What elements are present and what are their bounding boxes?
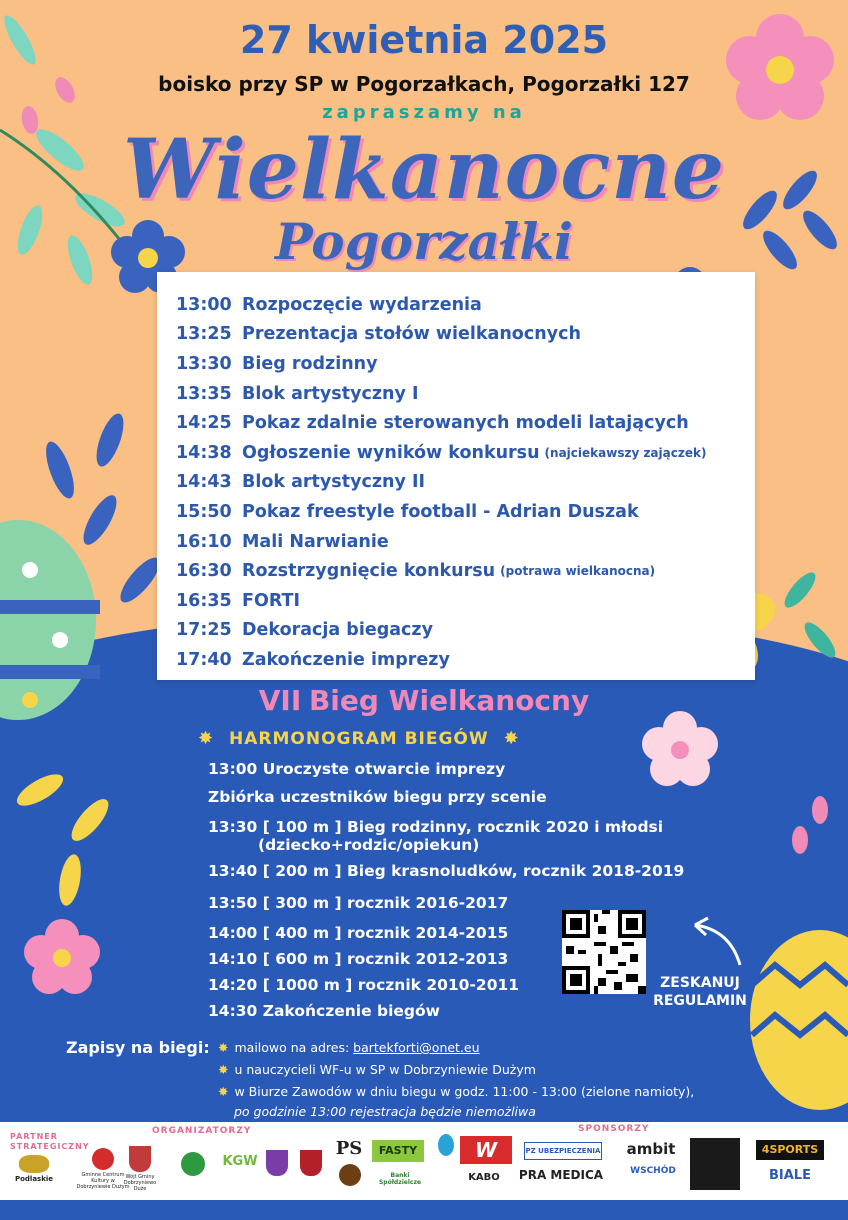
schedule-label: Rozpoczęcie wydarzenia — [242, 294, 482, 315]
schedule-list — [176, 290, 756, 675]
star-icon: ✸ — [198, 728, 215, 749]
race-item: 13:00 Uroczyste otwarcie imprezy — [208, 760, 506, 778]
schedule-item — [176, 556, 756, 586]
schedule-item — [176, 320, 756, 350]
registration-line-3-text: w Biurze Zawodów w dniu biegu w godz. 11:00 - 13:00 (zielone namioty), — [234, 1084, 695, 1099]
schedule-item — [176, 349, 756, 379]
registration-email-line — [218, 1040, 480, 1055]
logo-tree — [336, 1164, 364, 1188]
logo-podlaskie — [10, 1155, 58, 1183]
race-item: 13:50 [ 300 m ] rocznik 2016-2017 — [208, 894, 509, 912]
sponsors-label: SPONSORZY — [578, 1124, 650, 1134]
schedule-item — [176, 645, 756, 675]
harmonogram-label: HARMONOGRAM BIEGÓW — [229, 729, 489, 749]
schedule-label: Ogłoszenie wyników konkursu — [242, 442, 540, 463]
logo-podlaskie-text: Podlaskie — [14, 1175, 54, 1183]
schedule-label: FORTI — [242, 590, 300, 611]
schedule-label: Blok artystyczny II — [242, 472, 426, 493]
scan-regulamin-label — [652, 974, 748, 1010]
schedule-time: 17:25 — [176, 620, 232, 641]
logo-4sports: 4SPORTS — [756, 1140, 824, 1160]
logo-dark-card — [690, 1138, 740, 1190]
logo-wojt-text: Wójt Gminy Dobrzyniewo Duże — [123, 1174, 157, 1192]
schedule-time: 14:25 — [176, 413, 232, 434]
schedule-time: 13:25 — [176, 324, 232, 345]
race-item: 13:40 [ 200 m ] Bieg krasnoludków, rocznik 2018-2019 — [208, 862, 685, 880]
race-item: 14:20 [ 1000 m ] rocznik 2010-2011 — [208, 976, 520, 994]
schedule-time: 13:30 — [176, 353, 232, 374]
schedule-label: Prezentacja stołów wielkanocnych — [242, 324, 581, 345]
registration-email-prefix: mailowo na adres: — [234, 1040, 354, 1055]
schedule-item — [176, 438, 756, 468]
logo-bank: Banki Spółdzielcze — [378, 1172, 422, 1186]
race-roman: VII — [258, 684, 302, 717]
title-wielkanocne: Wielkanocne — [122, 122, 726, 218]
logo-crest — [262, 1150, 292, 1178]
logo-gok-text: Gminne Centrum Kultury w Dobrzyniewie Dużym — [76, 1172, 130, 1190]
harmonogram-heading — [198, 728, 548, 749]
schedule-item — [176, 468, 756, 498]
registration-email-link[interactable]: bartekforti@onet.eu — [353, 1040, 480, 1055]
schedule-time: 13:35 — [176, 383, 232, 404]
logo-ambit: ambit — [626, 1140, 676, 1158]
race-item: 14:10 [ 600 m ] rocznik 2012-2013 — [208, 950, 509, 968]
logo-wschod: WSCHÓD — [630, 1166, 676, 1176]
schedule-label: Mali Narwianie — [242, 531, 389, 552]
logo-crest-2 — [296, 1150, 326, 1178]
registration-line-3 — [218, 1084, 694, 1099]
schedule-note: (potrawa wielkanocna) — [500, 564, 656, 579]
race-item: 14:00 [ 400 m ] rocznik 2014-2015 — [208, 924, 509, 942]
organizers-label: ORGANIZATORZY — [152, 1126, 252, 1136]
schedule-time: 14:43 — [176, 472, 232, 493]
schedule-item — [176, 527, 756, 557]
schedule-note: (najciekawszy zajączek) — [544, 445, 707, 460]
schedule-item — [176, 290, 756, 320]
logo-biale: BIALE — [769, 1168, 811, 1183]
qr-code-icon[interactable] — [562, 910, 646, 994]
schedule-label: Blok artystyczny I — [242, 383, 419, 404]
race-title: Bieg Wielkanocny — [308, 684, 590, 717]
logo-fasty: FASTY — [372, 1140, 424, 1162]
race-heading — [0, 684, 848, 717]
star-icon: ✸ — [218, 1084, 229, 1099]
logo-pz: PZ UBEZPIECZENIA — [524, 1142, 602, 1160]
schedule-item — [176, 586, 756, 616]
invite-line: zapraszamy na — [322, 102, 526, 123]
schedule-item — [176, 379, 756, 409]
schedule-label: Pokaz zdalnie sterowanych modeli latających — [242, 413, 689, 434]
logo-kgw: KGW — [222, 1154, 258, 1169]
schedule-label: Rozstrzygnięcie konkursu — [242, 561, 496, 582]
registration-line-2-text: u nauczycieli WF-u w SP w Dobrzyniewie Dużym — [234, 1062, 536, 1077]
schedule-time: 16:35 — [176, 590, 232, 611]
logo-wojt — [118, 1146, 162, 1192]
star-icon: ✸ — [218, 1062, 229, 1077]
star-icon: ✸ — [218, 1040, 229, 1055]
schedule-label: Bieg rodzinny — [242, 353, 378, 374]
race-item: Zbiórka uczestników biegu przy scenie — [208, 788, 547, 806]
scan-line-2: REGULAMIN — [653, 993, 747, 1009]
race-item: 14:30 Zakończenie biegów — [208, 1002, 440, 1020]
schedule-label: Pokaz freestyle football - Adrian Duszak — [242, 501, 639, 522]
event-date: 27 kwietnia 2025 — [239, 18, 609, 62]
registration-line-2 — [218, 1062, 536, 1077]
logo-ps: PS — [335, 1138, 363, 1159]
schedule-label: Dekoracja biegaczy — [242, 620, 433, 641]
logo-w: W — [460, 1136, 512, 1164]
logo-kabo: KABO — [468, 1172, 500, 1183]
scan-line-1: ZESKANUJ — [660, 975, 740, 991]
schedule-label: Zakończenie imprezy — [242, 649, 450, 670]
schedule-time: 13:00 — [176, 294, 232, 315]
logo-kgw-emblem — [168, 1152, 218, 1178]
schedule-time: 14:38 — [176, 442, 232, 463]
schedule-item — [176, 616, 756, 646]
race-item: (dziecko+rodzic/opiekun) — [258, 836, 480, 854]
star-icon: ✸ — [503, 728, 520, 749]
partner-label: PARTNER STRATEGICZNY — [10, 1132, 90, 1151]
schedule-item — [176, 408, 756, 438]
schedule-item — [176, 497, 756, 527]
schedule-time: 17:40 — [176, 649, 232, 670]
logo-water — [432, 1134, 460, 1158]
race-item: 13:30 [ 100 m ] Bieg rodzinny, rocznik 2020 i młodsi — [208, 818, 664, 836]
logo-pramedica: PRA MEDICA — [518, 1168, 604, 1182]
title-pogorzalki: Pogorzałki — [275, 212, 573, 271]
schedule-time: 16:30 — [176, 561, 232, 582]
registration-label: Zapisy na biegi: — [66, 1038, 210, 1057]
event-venue: boisko przy SP w Pogorzałkach, Pogorzałki 127 — [158, 72, 690, 96]
schedule-time: 16:10 — [176, 531, 232, 552]
registration-line-4: po godzinie 13:00 rejestracja będzie niemożliwa — [234, 1104, 536, 1119]
schedule-time: 15:50 — [176, 501, 232, 522]
